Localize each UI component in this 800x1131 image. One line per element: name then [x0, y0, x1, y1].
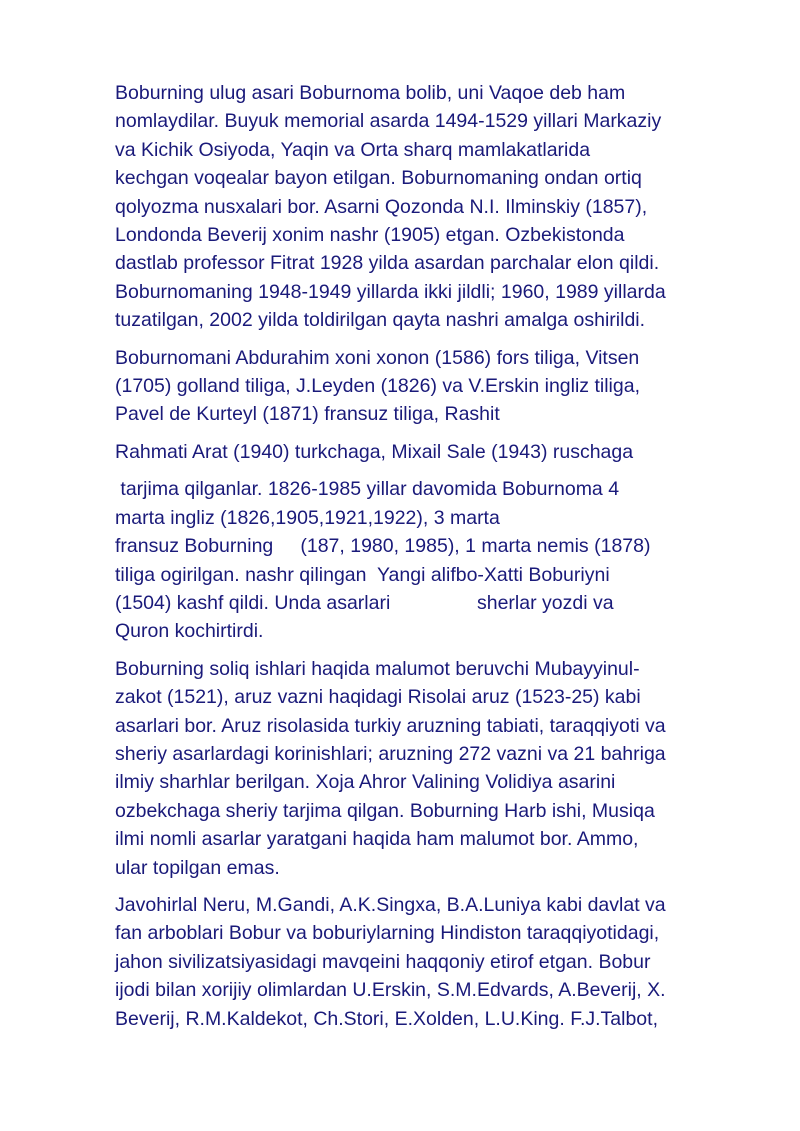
paragraph-2: [115, 344, 755, 429]
paragraph-6: [115, 891, 755, 1033]
text-line: zakot (1521), aruz vazni haqidagi Risolai aruz (1523-25) kabi: [115, 686, 641, 709]
text-line: jahon sivilizatsiyasidagi mavqeini haqqoniy etirof etgan. Bobur: [115, 950, 651, 973]
text-line: va Kichik Osiyoda, Yaqin va Orta sharq mamlakatlarida: [115, 138, 591, 161]
text-line: tiliga ogirilgan. nashr qilingan Yangi alifbo-Xatti Boburiyni: [115, 563, 610, 586]
text-line: dastlab professor Fitrat 1928 yilda asardan parchalar elon qildi.: [115, 252, 660, 275]
text-line: asarlari bor. Aruz risolasida turkiy aruzning tabiati, taraqqiyoti va: [115, 714, 666, 737]
text-line: ilmiy sharhlar berilgan. Xoja Ahror Valining Volidiya asarini: [115, 771, 616, 794]
text-line: ozbekchaga sheriy tarjima qilgan. Boburning Harb ishi, Musiqa: [115, 799, 655, 822]
text-line: Beverij, R.M.Kaldekot, Ch.Stori, E.Xolden, L.U.King. F.J.Talbot,: [115, 1007, 658, 1030]
text-line: Boburning ulug asari Boburnoma bolib, uni Vaqoe deb ham: [115, 82, 626, 104]
text-line: tuzatilgan, 2002 yilda toldirilgan qayta nashri amalga oshirildi.: [115, 309, 646, 332]
text-line: Javohirlal Neru, M.Gandi, A.K.Singxa, B.A.Luniya kabi davlat va: [115, 893, 666, 916]
text-line: fan arboblari Bobur va boburiylarning Hindiston taraqqiyotidagi,: [115, 922, 660, 945]
text-line: Pavel de Kurteyl (1871) fransuz tiliga, Rashit: [115, 403, 500, 426]
text-line: Rahmati Arat (1940) turkchaga, Mixail Sale (1943) ruschaga: [115, 440, 634, 463]
text-line: nomlaydilar. Buyuk memorial asarda 1494-1529 yillari Markaziy: [115, 110, 662, 133]
document-page: [115, 79, 755, 1042]
text-line: marta ingliz (1826,1905,1921,1922), 3 marta: [115, 506, 500, 529]
text-line: Boburning soliq ishlari haqida malumot beruvchi Mubayyinul-: [115, 657, 640, 680]
text-line: Quron kochirtirdi.: [115, 620, 264, 643]
text-line: ijodi bilan xorijiy olimlardan U.Erskin, S.M.Edvards, A.Beverij, X.: [115, 979, 666, 1002]
text-line: sheriy asarlardagi korinishlari; aruzning 272 vazni va 21 bahriga: [115, 742, 666, 765]
text-line: ilmi nomli asarlar yaratgani haqida ham malumot bor. Ammo,: [115, 828, 639, 851]
text-line: fransuz Boburning (187, 1980, 1985), 1 marta nemis (1878): [115, 535, 651, 558]
text-line: (1504) kashf qildi. Unda asarlari sherlar yozdi va: [115, 591, 614, 614]
text-line: qolyozma nusxalari bor. Asarni Qozonda N.I. Ilminskiy (1857),: [115, 195, 648, 218]
text-line: Boburnomaning 1948-1949 yillarda ikki jildli; 1960, 1989 yillarda: [115, 280, 666, 303]
text-line: kechgan voqealar bayon etilgan. Boburnomaning ondan ortiq: [115, 167, 642, 190]
paragraph-4: [115, 475, 755, 645]
text-line: tarjima qilganlar. 1826-1985 yillar davomida Boburnoma 4: [115, 478, 620, 501]
text-line: Boburnomani Abdurahim xoni xonon (1586) fors tiliga, Vitsen: [115, 346, 640, 369]
text-line: Londonda Beverij xonim nashr (1905) etgan. Ozbekistonda: [115, 224, 625, 247]
text-line: ular topilgan emas.: [115, 856, 280, 879]
text-line: (1705) golland tiliga, J.Leyden (1826) va V.Erskin ingliz tiliga,: [115, 375, 640, 398]
paragraph-5: [115, 655, 755, 882]
paragraph-3: [115, 438, 755, 466]
paragraph-1: [115, 79, 755, 335]
